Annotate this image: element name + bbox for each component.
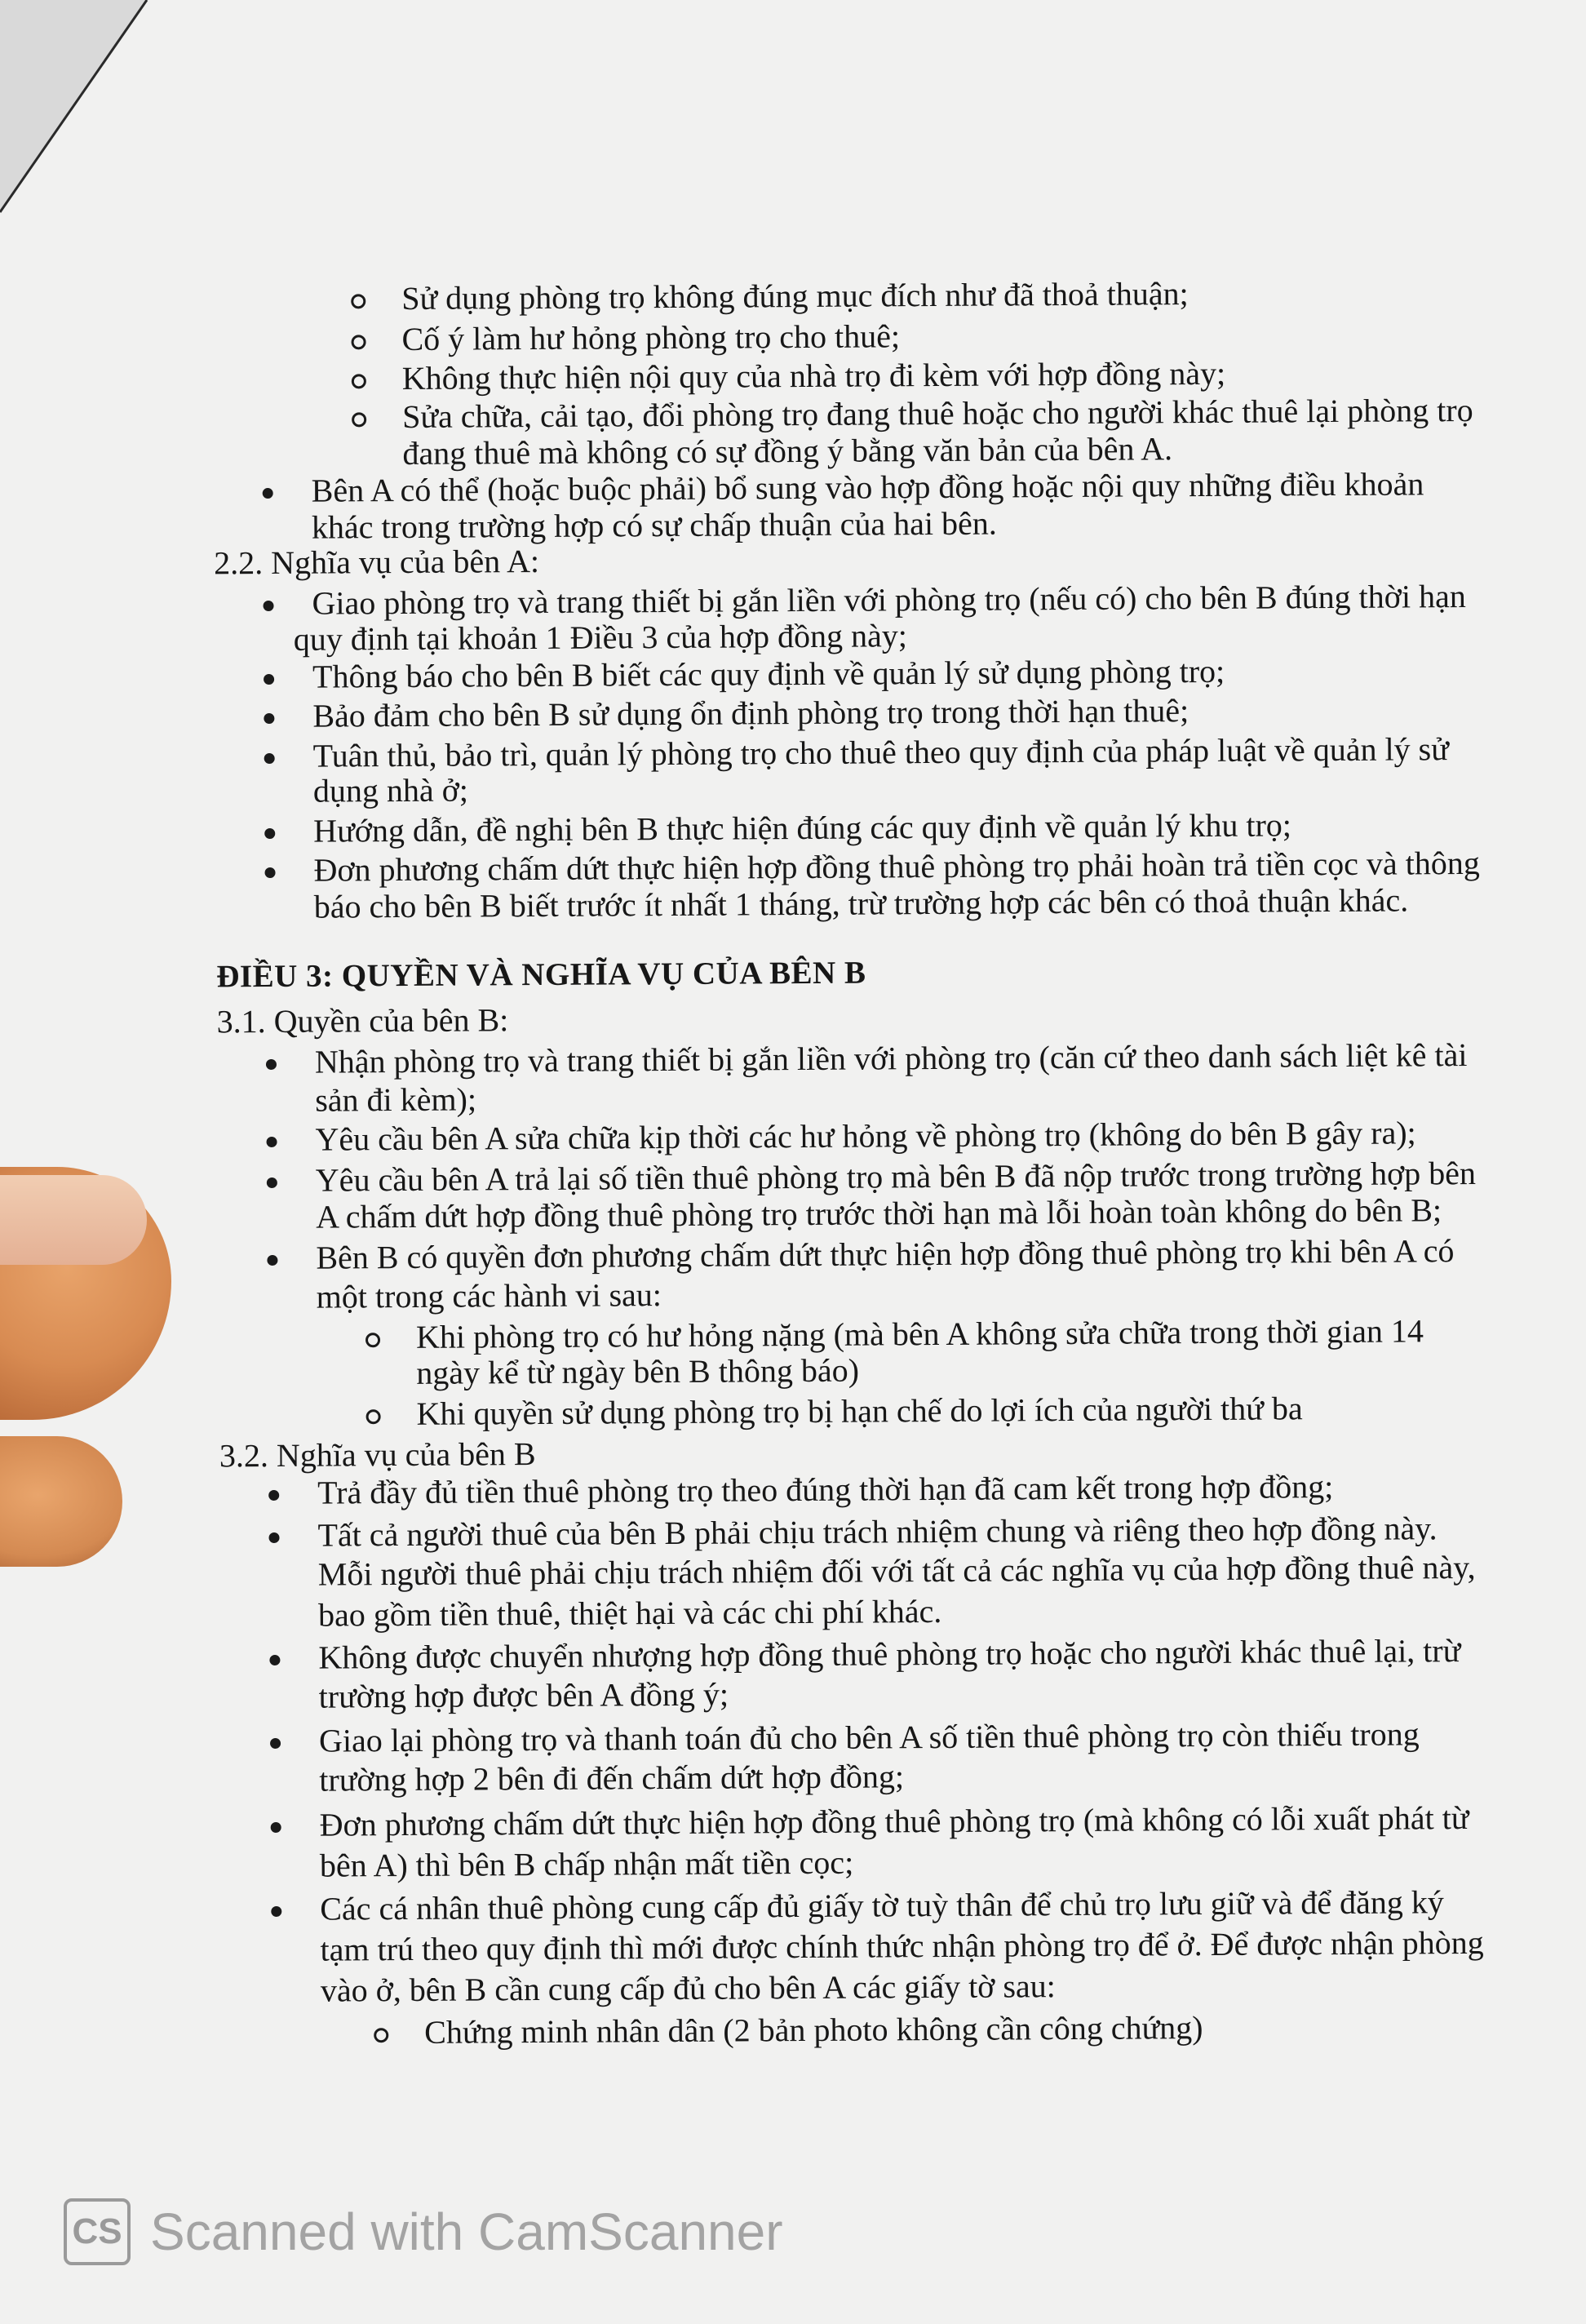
- bullet-icon: [269, 1655, 280, 1665]
- circle-bullet-icon: [352, 335, 366, 349]
- finger-image: [0, 1436, 122, 1567]
- subsection-title: 2.2. Nghĩa vụ của bên A:: [214, 542, 540, 582]
- section-heading: ĐIỀU 3: QUYỀN VÀ NGHĨA VỤ CỦA BÊN B: [216, 955, 866, 995]
- text-line: Đơn phương chấm dứt thực hiện hợp đồng thuê phòng trọ (mà không có lỗi xuất phát từ: [319, 1799, 1469, 1843]
- subsection-title: 3.1. Quyền của bên B:: [216, 1001, 509, 1040]
- text-line: Sửa chữa, cải tạo, đổi phòng trọ đang thuê hoặc cho người khác thuê lại phòng trọ: [401, 391, 1473, 435]
- bullet-icon: [264, 674, 274, 685]
- text-line: Khi quyền sử dụng phòng trọ bị hạn chế do lợi ích của người thứ ba: [416, 1390, 1303, 1432]
- subsection-title: 3.2. Nghĩa vụ của bên B: [219, 1435, 536, 1475]
- text-line: trường hợp 2 bên đi đến chấm dứt hợp đồng;: [319, 1758, 905, 1798]
- text-line: Bên A có thể (hoặc buộc phải) bổ sung vào hợp đồng hoặc nội quy những điều khoản: [311, 465, 1424, 509]
- text-line: vào ở, bên B cần cung cấp đủ cho bên A các giấy tờ sau:: [320, 1967, 1056, 2009]
- circle-bullet-icon: [365, 1333, 380, 1347]
- bullet-icon: [271, 1906, 281, 1917]
- bullet-icon: [264, 867, 275, 878]
- text-line: tạm trú theo quy định thì mới được chính thức nhận phòng trọ để ở. Để được nhận phòng: [320, 1923, 1484, 1968]
- text-line: bên A) thì bên B chấp nhận mất tiền cọc;: [319, 1843, 854, 1884]
- bullet-icon: [268, 1490, 279, 1501]
- text-line: Đơn phương chấm dứt thực hiện hợp đồng thuê phòng trọ phải hoàn trả tiền cọc và thông: [313, 844, 1480, 889]
- circle-bullet-icon: [366, 1409, 381, 1424]
- text-line: bao gồm tiền thuê, thiệt hại và các chi phí khác.: [317, 1592, 942, 1634]
- text-line: một trong các hành vi sau:: [316, 1276, 662, 1315]
- text-line: Tuân thủ, bảo trì, quản lý phòng trọ cho thuê theo quy định của pháp luật về quản lý sử: [312, 730, 1449, 774]
- bullet-icon: [264, 713, 274, 724]
- text-line: Hướng dẫn, đề nghị bên B thực hiện đúng các quy định về quản lý khu trọ;: [313, 806, 1292, 849]
- text-line: Bảo đảm cho bên B sử dụng ổn định phòng trọ trong thời hạn thuê;: [312, 692, 1190, 734]
- circle-bullet-icon: [352, 412, 366, 427]
- text-line: Bên B có quyền đơn phương chấm dứt thực hiện hợp đồng thuê phòng trọ khi bên A có: [316, 1232, 1455, 1276]
- text-line: Trả đầy đủ tiền thuê phòng trọ theo đúng thời hạn đã cam kết trong hợp đồng;: [317, 1468, 1334, 1511]
- text-line: Giao phòng trọ và trang thiết bị gắn liền với phòng trọ (nếu có) cho bên B đúng thời hạn: [312, 578, 1466, 622]
- text-line: Giao lại phòng trọ và thanh toán đủ cho bên A số tiền thuê phòng trọ còn thiếu trong: [318, 1715, 1420, 1759]
- watermark-text: Scanned with CamScanner: [150, 2202, 783, 2261]
- text-line: ngày kể từ ngày bên B thông báo): [416, 1351, 860, 1391]
- text-line: khác trong trường hợp có sự chấp thuận của hai bên.: [311, 504, 997, 546]
- bullet-icon: [267, 1137, 277, 1147]
- text-line: quy định tại khoản 1 Điều 3 của hợp đồng này;: [293, 617, 908, 658]
- text-line: Mỗi người thuê phải chịu trách nhiệm đối với tất cả các nghĩa vụ của hợp đồng thuê này,: [317, 1548, 1476, 1593]
- camscanner-watermark: [64, 2198, 783, 2265]
- text-line: Nhận phòng trọ và trang thiết bị gắn liền với phòng trọ (căn cứ theo danh sách liệt kê tài: [314, 1036, 1468, 1080]
- camscanner-logo-icon: CS: [64, 2198, 131, 2265]
- circle-bullet-icon: [352, 374, 366, 388]
- text-line: đang thuê mà không có sự đồng ý bằng văn bản của bên A.: [402, 430, 1173, 472]
- bullet-icon: [264, 753, 275, 764]
- thumbnail-image: [0, 1175, 147, 1265]
- text-line: Thông báo cho bên B biết các quy định về quản lý sử dụng phòng trọ;: [312, 652, 1225, 695]
- bullet-icon: [267, 1178, 277, 1188]
- text-line: sản đi kèm);: [315, 1080, 477, 1119]
- text-line: Sử dụng phòng trọ không đúng mục đích như đã thoả thuận;: [401, 275, 1189, 317]
- text-line: Tất cả người thuê của bên B phải chịu trách nhiệm chung và riêng theo hợp đồng này.: [317, 1510, 1438, 1554]
- text-line: Khi phòng trọ có hư hỏng nặng (mà bên A không sửa chữa trong thời gian 14: [415, 1312, 1424, 1355]
- bullet-icon: [264, 828, 275, 839]
- text-line: Yêu cầu bên A sửa chữa kịp thời các hư hỏng về phòng trọ (không do bên B gây ra);: [315, 1114, 1416, 1158]
- bullet-icon: [271, 1822, 281, 1833]
- bullet-icon: [270, 1738, 281, 1749]
- bullet-icon: [268, 1532, 279, 1543]
- text-line: A chấm dứt hợp đồng thuê phòng trọ trước thời hạn mà lỗi hoàn toàn không do bên B;: [315, 1191, 1442, 1235]
- bullet-icon: [264, 601, 274, 611]
- bullet-icon: [263, 488, 273, 499]
- text-line: báo cho bên B biết trước ít nhất 1 tháng, trừ trường hợp các bên có thoả thuận khác.: [313, 881, 1409, 925]
- text-line: dụng nhà ở;: [312, 771, 469, 809]
- bullet-icon: [266, 1059, 277, 1070]
- text-line: Không được chuyển nhượng hợp đồng thuê phòng trọ hoặc cho người khác thuê lại, trừ: [318, 1632, 1461, 1676]
- circle-bullet-icon: [351, 294, 365, 308]
- text-line: Các cá nhân thuê phòng cung cấp đủ giấy tờ tuỳ thân để chủ trọ lưu giữ và để đăng ký: [320, 1883, 1444, 1927]
- text-line: trường hợp được bên A đồng ý;: [318, 1675, 729, 1715]
- circle-bullet-icon: [374, 2028, 388, 2042]
- text-line: Chứng minh nhân dân (2 bản photo không cần công chứng): [424, 2009, 1203, 2051]
- text-line: Cố ý làm hư hỏng phòng trọ cho thuê;: [401, 317, 901, 357]
- text-line: Yêu cầu bên A trả lại số tiền thuê phòng trọ mà bên B đã nộp trước trong trường hợp bên: [315, 1154, 1477, 1199]
- text-line: Không thực hiện nội quy của nhà trọ đi kèm với hợp đồng này;: [401, 354, 1226, 397]
- bullet-icon: [267, 1255, 277, 1266]
